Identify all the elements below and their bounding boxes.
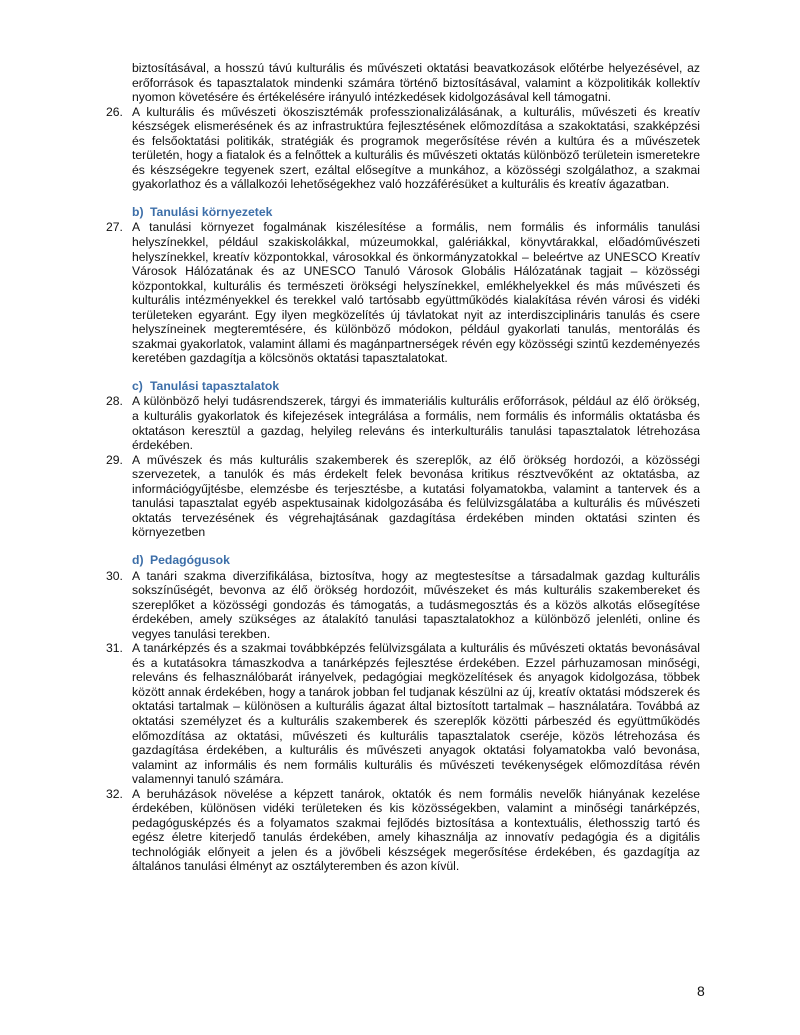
paragraph-continuation	[106, 61, 700, 105]
section-title: Tanulási környezetek	[150, 204, 273, 219]
section-letter: c)	[132, 378, 143, 393]
section-heading-d	[106, 553, 700, 568]
paragraph-32	[106, 787, 700, 874]
paragraph-text: A kulturális és művészeti ökoszisztémák professzionalizálásának, a kulturális, művészeti és kreatív készségek elismerésének és az infrastruktúra fejlesztésének előmozdítása a szakoktatási, szakképzési és felsőoktatási politikák, stratégiák és programok megerősítése révén a kultúra és a művészetek területén, hogy a fiatalok és a felnőttek a kulturális és művészeti oktatás különböző területein ismeretekre és készségekre tegyenek szert, ezáltal elősegítve a munkához, a közösségi szolgálathoz, a szakmai gyakorlathoz és a vállalkozói lehetőségekhez való hozzáférésüket a kulturális és kreatív ágazatban.	[132, 104, 700, 192]
paragraph-29	[106, 453, 700, 540]
paragraph-text: A tanári szakma diverzifikálása, biztosítva, hogy az megtestesítse a társadalmak gazdag kulturális sokszínűségét, bevonva az élő örökség hordozóit, művészeket és más kulturális szakembereket és szereplőket a közösségi gondozás és támogatás, a tudásmegosztás és a közös alkotás elősegítése érdekében, amely szükséges az átalakító tanulási tapasztalatokhoz a különböző jelenléti, online és vegyes tanulási terekben.	[132, 568, 700, 641]
paragraph-number: 31.	[106, 641, 123, 656]
paragraph-number: 32.	[106, 786, 123, 801]
paragraph-28	[106, 394, 700, 452]
paragraph-text: A tanárképzés és a szakmai továbbképzés felülvizsgálata a kulturális és művészeti oktatás bevonásával és a kutatásokra támaszkodva a tanárképzés fejlesztése érdekében. Ezzel párhuzamosan minőségi, releváns és felhasználóbarát irányelvek, pedagógiai megközelítések és anyagok kidolgozása, többek között annak érdekében, hogy a tanárok jobban fel tudjanak készülni az új, kreatív oktatási módszerek és oktatási tartalmak – különösen a kulturális ágazat által biztosított tartalmak – használatára. Továbbá az oktatási személyzet és a kulturális szakemberek és szereplők közötti párbeszéd és együttműködés előmozdítása az oktatási, művészeti és kulturális tapasztalatok cseréje, közös létrehozása és gazdagítása érdekében, a kulturális és művészeti anyagok oktatási folyamatokba való bevonása, valamint az informális és nem formális kulturális és művészeti tevékenységek előmozdítása révén valamennyi tanuló számára.	[132, 641, 700, 787]
section-heading-b	[106, 205, 700, 220]
paragraph-number: 28.	[106, 394, 123, 409]
paragraph-30	[106, 569, 700, 642]
paragraph-text: A beruházások növelése a képzett tanárok, oktatók és nem formális nevelők hiányának kezelése érdekében, különösen vidéki területeken és kis közösségekben, valamint a minőségi tanárképzés, pedagógusképzés és a folyamatos szakmai fejlődés biztosítása a kontextuális, élethosszig tartó és egész életre kiterjedő tanulás érdekében, amely kihasználja az innovatív pedagógia és a digitális technológiák előnyeit a jelen és a jövőbeli készségek megerősítése érdekében, és gazdagítja az általános tanulási élményt az osztályteremben és azon kívül.	[132, 786, 700, 874]
page-body	[106, 61, 700, 874]
section-title: Pedagógusok	[150, 552, 230, 567]
section-letter: b)	[132, 204, 144, 219]
paragraph-31	[106, 641, 700, 786]
section-heading-c	[106, 379, 700, 394]
page-number: 8	[697, 983, 705, 999]
paragraph-text: A tanulási környezet fogalmának kiszélesítése a formális, nem formális és informális tanulási helyszínekkel, például szakiskolákkal, múzeumokkal, galériákkal, könyvtárakkal, előadóművészeti helyszínekkel, kreatív központokkal, városokkal és önkormányzatokkal – beleértve az UNESCO Kreatív Városok Hálózatának és az UNESCO Tanuló Városok Globális Hálózatának tagjait – közösségi központokkal, kulturális és természeti örökségi helyszínekkel, emlékhelyekkel és más művészeti és kulturális intézményekkel és terekkel való tartósabb együttműködés kialakítása révén városi és vidéki területeken egyaránt. Egy ilyen megközelítés új távlatokat nyit az interdiszciplináris tanulás és csere helyszíneinek megteremtésére, és különböző módokon, például gyakorlati tanulás, mentorálás és szakmai gyakorlatok, valamint állami és magánpartnerségek révén egy közösségi szintű kezdeményezés keretében gazdagítja a kölcsönös oktatási tapasztalatokat.	[132, 220, 700, 366]
paragraph-number: 27.	[106, 220, 123, 235]
paragraph-text: A különböző helyi tudásrendszerek, tárgyi és immateriális kulturális erőforrások, például az élő örökség, a kulturális gyakorlatok és kifejezések integrálása a formális, nem formális és informális oktatásba és oktatáson keresztül a gazdag, helyileg releváns és interkulturális tanulási tapasztalatok létrehozása érdekében.	[132, 394, 700, 453]
paragraph-27	[106, 220, 700, 365]
paragraph-26	[106, 105, 700, 192]
paragraph-text: biztosításával, a hosszú távú kulturális és művészeti oktatási beavatkozások előtérbe helyezésével, az erőforrások és tapasztalatok mindenki számára történő biztosításával, valamint a közpolitikák kollektív nyomon követésére és értékelésére irányuló intézkedések kidolgozásával kell támogatni.	[132, 61, 700, 105]
section-letter: d)	[132, 552, 144, 567]
paragraph-text: A művészek és más kulturális szakemberek és szereplők, az élő örökség hordozói, a közösségi szervezetek, a tanulók és más érdekelt felek bevonása kritikus résztvevőként az oktatásba, az információgyűjtésbe, elemzésbe és terjesztésbe, a kutatási folyamatokba, valamint a tantervek és a tanulási tapasztalat egyéb aspektusainak kidolgozásába és felülvizsgálatába a kulturális és művészeti oktatás tervezésének és végrehajtásának gazdagítása érdekében minden oktatási szinten és környezetben	[132, 452, 700, 540]
paragraph-number: 29.	[106, 452, 123, 467]
section-title: Tanulási tapasztalatok	[150, 378, 280, 393]
paragraph-number: 26.	[106, 104, 123, 119]
paragraph-number: 30.	[106, 568, 123, 583]
